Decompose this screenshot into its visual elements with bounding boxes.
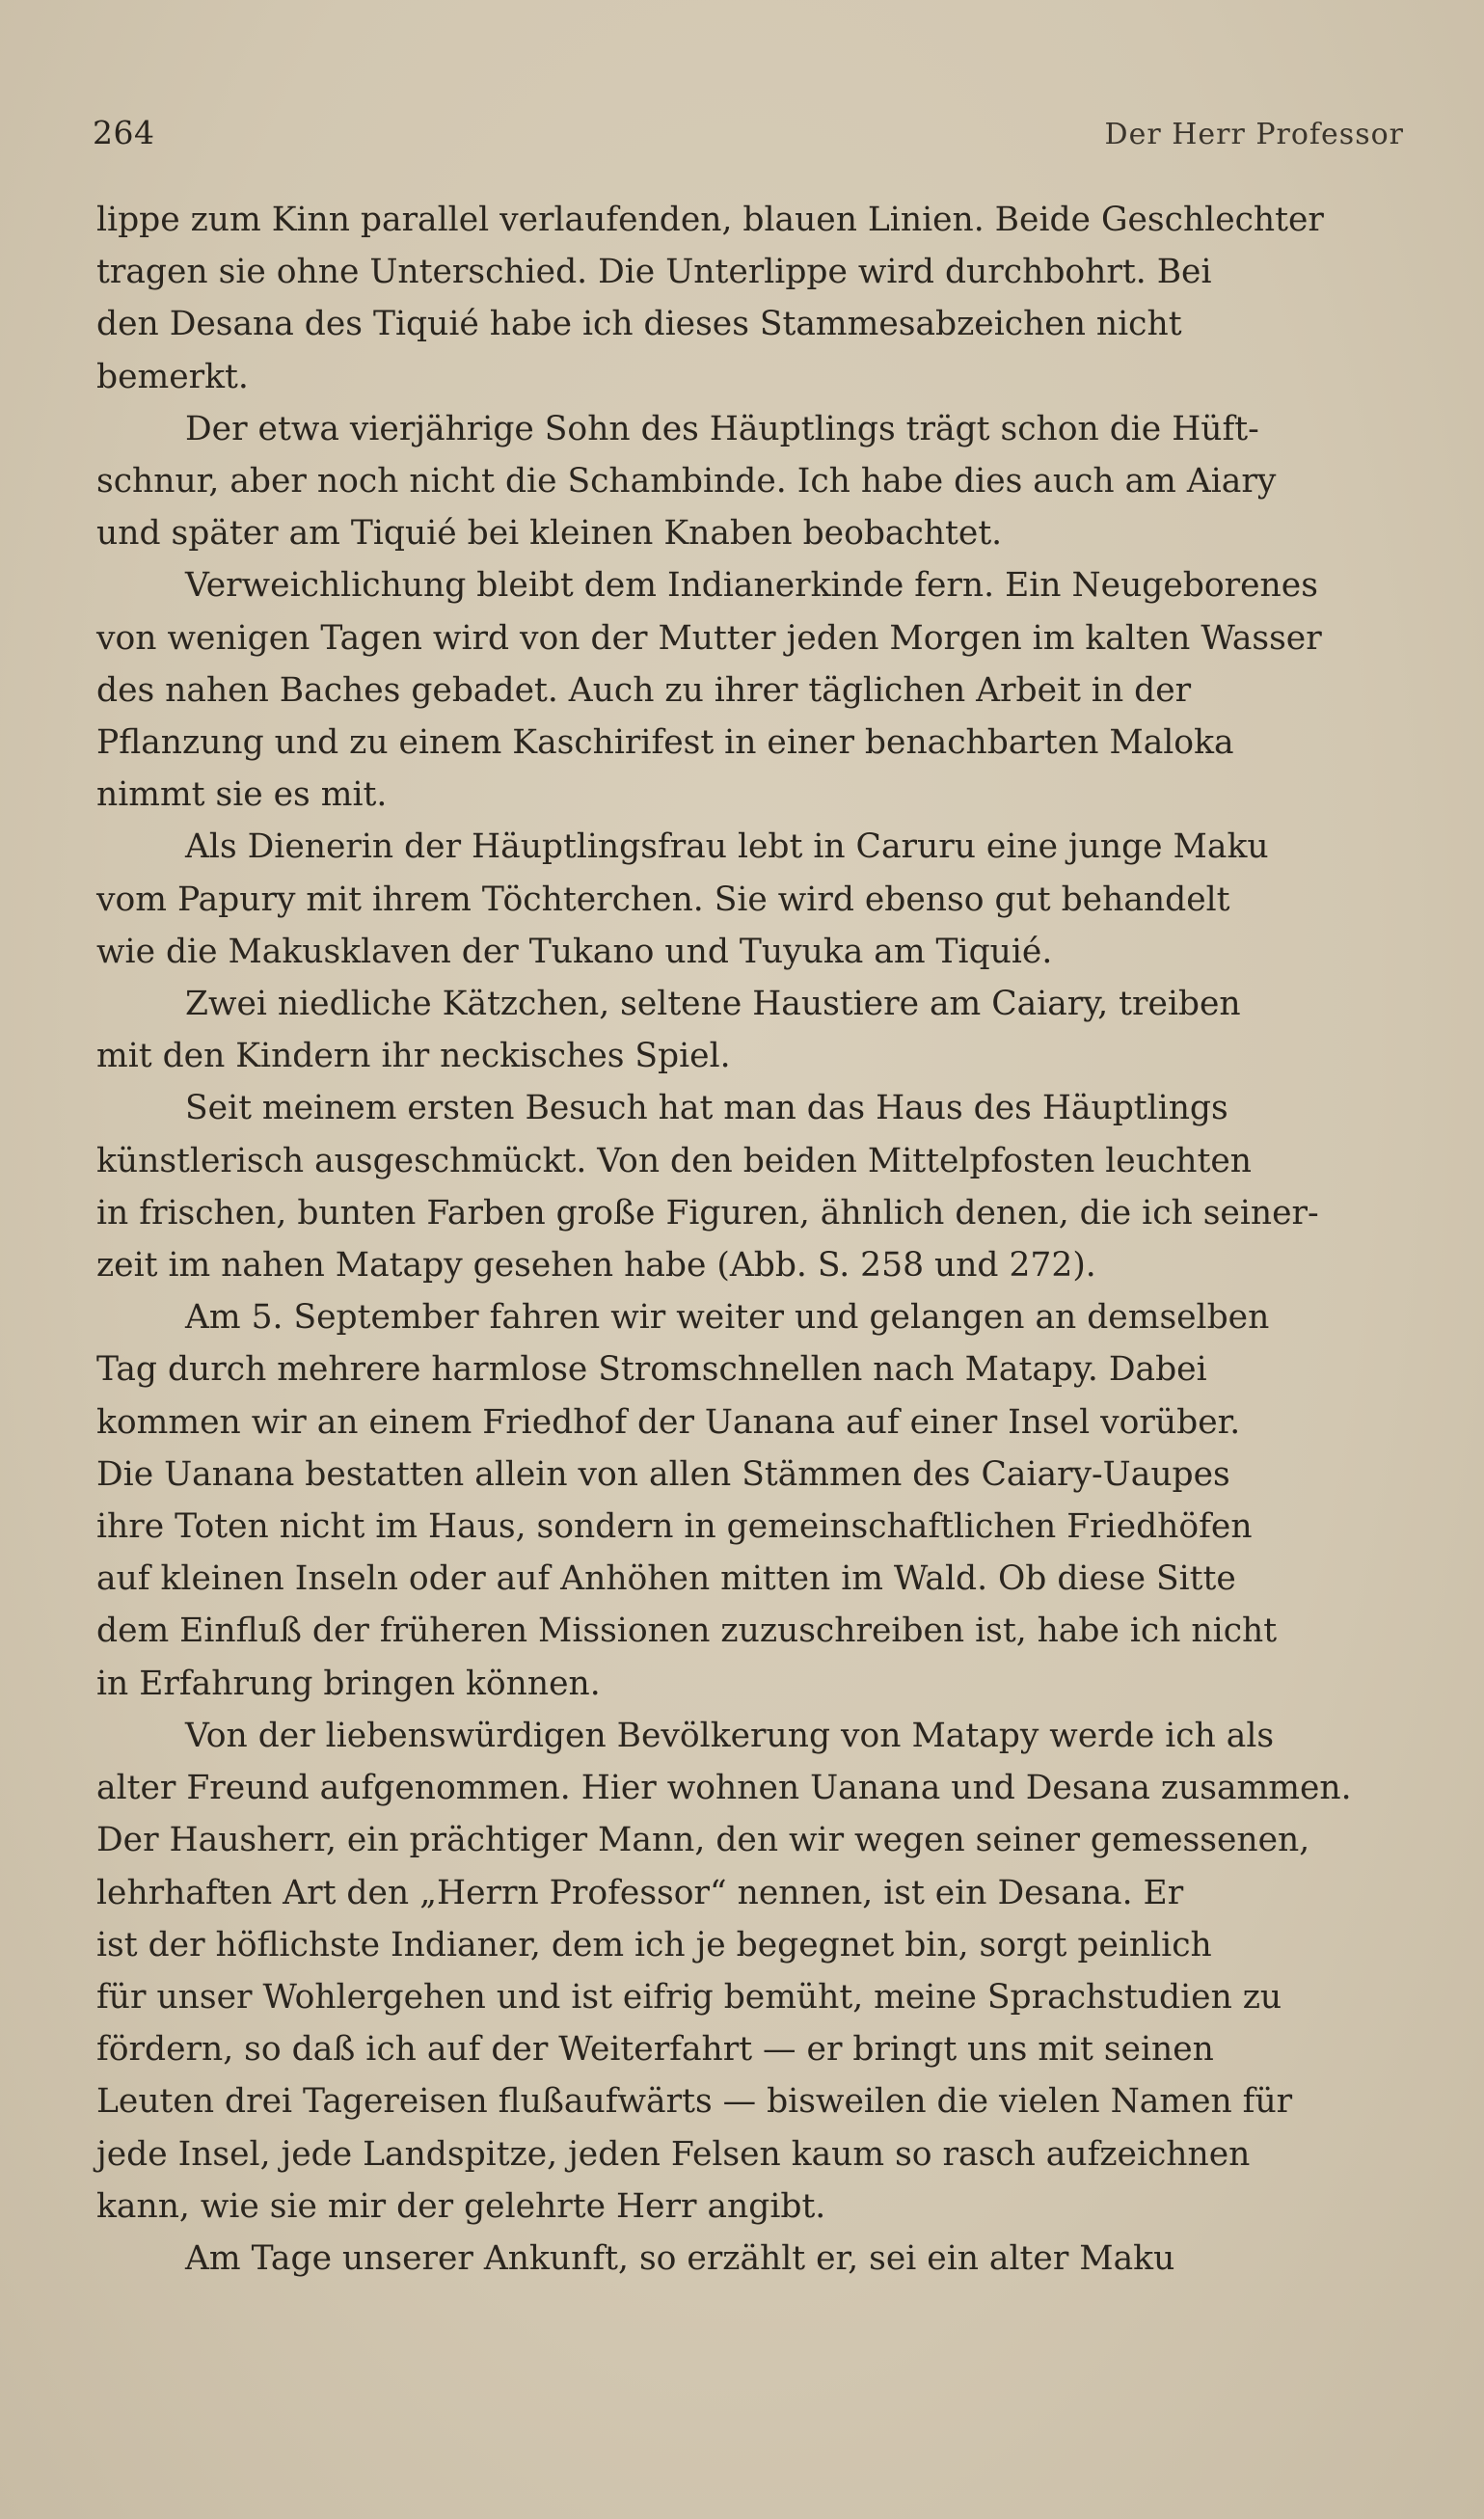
page-number: 264 bbox=[93, 114, 155, 151]
page-header bbox=[93, 114, 1404, 162]
paragraph: Am Tage unserer Ankunft, so erzählt er, sei ein alter Maku bbox=[185, 2238, 1175, 2278]
paragraph: lippe zum Kinn parallel verlaufenden, blauen Linien. Beide Geschlechter tragen sie ohne Unterschied. Die Unterlippe wird durchbohrt. Bei den Desana des Tiquié habe ich dieses Stammesabzeichen nicht bemerkt. bbox=[96, 201, 1324, 396]
paragraph: Verweichlichung bleibt dem Indianerkinde fern. Ein Neugeborenes von wenigen Tagen wird von der Mutter jeden Morgen im kalten Wasser des nahen Baches gebadet. Auch zu ihrer täglichen Arbeit in der Pflanzung und zu einem Kaschirifest in einer benachbarten Maloka nimmt sie es mit. bbox=[96, 566, 1322, 815]
body-text bbox=[96, 194, 1400, 2285]
paragraph: Am 5. September fahren wir weiter und gelangen an demselben Tag durch mehrere harmlose Stromschnellen nach Matapy. Dabei kommen wir an einem Friedhof der Uanana auf einer Insel vorüber. Die Uanana bestatten allein von allen Stämmen des Caiary-Uaupes ihre Toten nicht im Haus, sondern in gemeinschaftlichen Friedhöfen auf kleinen Inseln oder auf Anhöhen mitten im Wald. Ob diese Sitte dem Einfluß der früheren Missionen zuzuschreiben ist, habe ich nicht in Erfahrung bringen können. bbox=[96, 1298, 1278, 1703]
paragraph: Von der liebenswürdigen Bevölkerung von Matapy werde ich als alter Freund aufgenommen. Hier wohnen Uanana und Desana zusammen. Der Hausherr, ein prächtiger Mann, den wir wegen seiner gemessenen, lehrhaften Art den „Herrn Professor“ nennen, ist ein Desana. Er ist der höflichste Indianer, dem ich je begegnet bin, sorgt peinlich für unser Wohlergehen und ist eifrig bemüht, meine Sprachstudien zu fördern, so daß ich auf der Weiterfahrt — er bringt uns mit seinen Leuten drei Tagereisen flußaufwärts — bisweilen die vielen Namen für jede Insel, jede Landspitze, jeden Felsen kaum so rasch aufzeichnen kann, wie sie mir der gelehrte Herr angibt. bbox=[96, 1716, 1352, 2226]
running-head: Der Herr Professor bbox=[1104, 118, 1404, 151]
paragraph: Seit meinem ersten Besuch hat man das Haus des Häuptlings künstlerisch ausgeschmückt. Von den beiden Mittelpfosten leuchten in frischen, bunten Farben große Figuren, ähnlich denen, die ich seiner- zeit im nahen Matapy gesehen habe (Abb. S. 258 und 272). bbox=[96, 1089, 1319, 1286]
paragraph: Als Dienerin der Häuptlingsfrau lebt in Caruru eine junge Maku vom Papury mit ihrem Töchterchen. Sie wird ebenso gut behandelt wie die Makusklaven der Tukano und Tuyuka am Tiquié. bbox=[96, 827, 1269, 971]
paragraph: Der etwa vierjährige Sohn des Häuptlings trägt schon die Hüft- schnur, aber noch nicht die Schambinde. Ich habe dies auch am Aiary und später am Tiquié bei kleinen Knaben beobachtet. bbox=[96, 409, 1277, 554]
paragraph: Zwei niedliche Kätzchen, seltene Haustiere am Caiary, treiben mit den Kindern ihr neckisches Spiel. bbox=[96, 985, 1241, 1076]
